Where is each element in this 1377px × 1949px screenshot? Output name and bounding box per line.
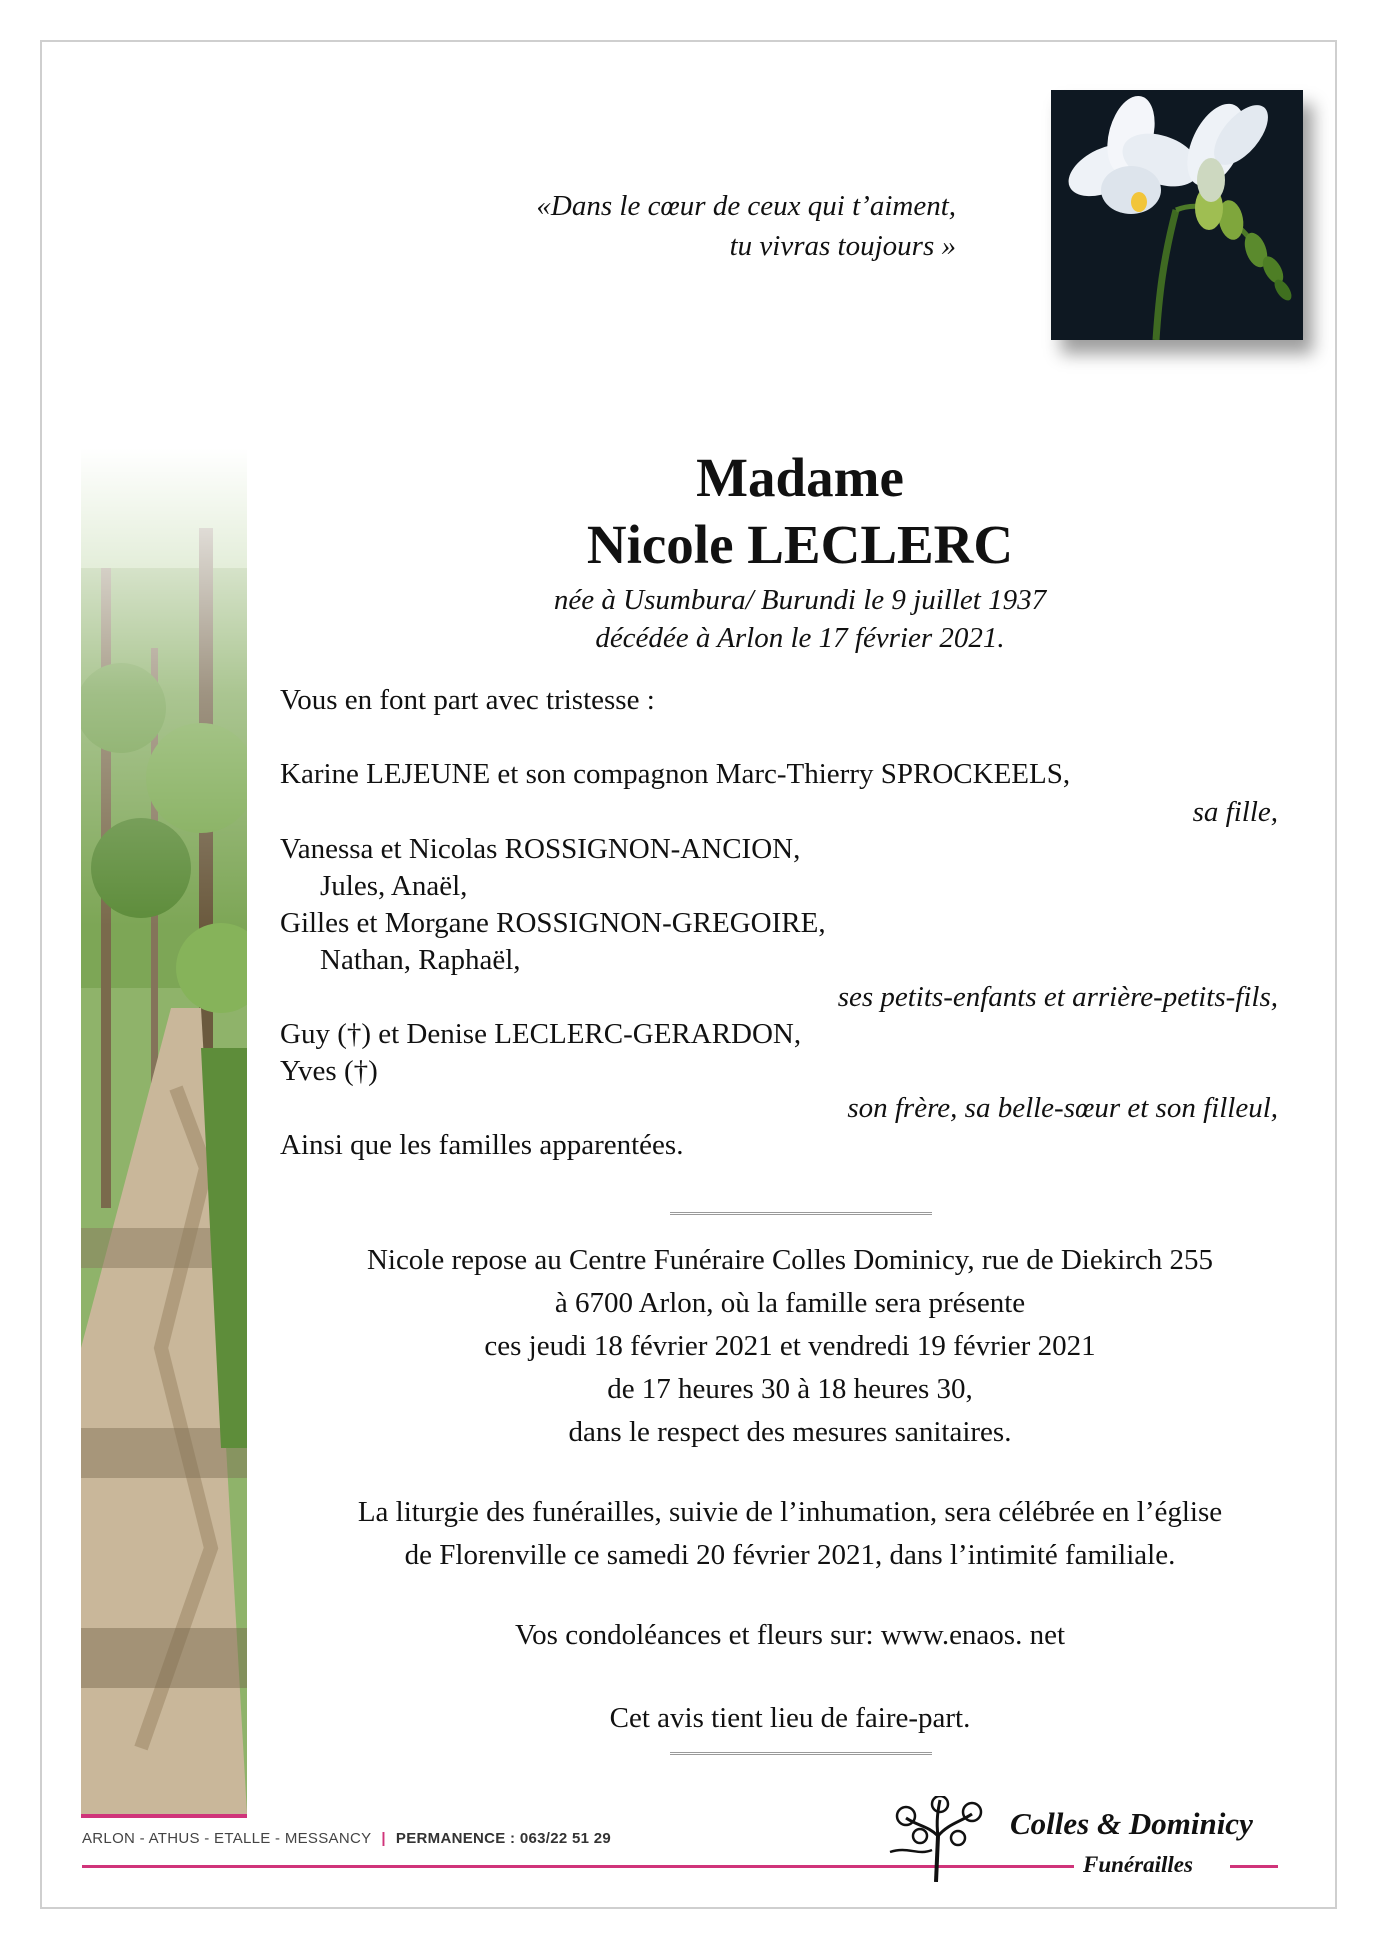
quote-line-2: tu vivras toujours »: [729, 230, 956, 262]
family-line: Jules, Anaël,: [320, 870, 468, 902]
brand-subtitle: Funérailles: [1083, 1852, 1193, 1877]
brand-name: Colles & Dominicy: [1010, 1806, 1253, 1841]
family-line: Yves (†): [280, 1055, 378, 1087]
quote-line-1: «Dans le cœur de ceux qui t’aiment,: [536, 190, 956, 222]
relation-line: ses petits-enfants et arrière-petits-fils,: [837, 981, 1278, 1013]
tree-logo-icon: [888, 1796, 988, 1882]
footer-contact: [82, 1830, 611, 1847]
freesia-flower-icon: [1051, 90, 1303, 340]
forest-accent-bar: [81, 1814, 247, 1818]
death-line: décédée à Arlon le 17 février 2021.: [595, 622, 1005, 654]
footer-locations: ARLON - ATHUS - ETALLE - MESSANCY: [82, 1830, 372, 1847]
footer-accent-line: [1230, 1865, 1278, 1868]
forest-path-image: [81, 448, 247, 1814]
family-line: Karine LEJEUNE et son compagnon Marc-Thierry SPROCKEELS,: [280, 758, 1071, 790]
family-line: Ainsi que les familles apparentées.: [280, 1129, 684, 1161]
intro-line: Vous en font part avec tristesse :: [280, 684, 655, 716]
repose-line: de 17 heures 30 à 18 heures 30,: [607, 1373, 973, 1405]
footer-separator: |: [381, 1830, 386, 1847]
liturgy-line: La liturgie des funérailles, suivie de l’inhumation, sera célébrée en l’église: [357, 1496, 1223, 1528]
title-madame: Madame: [696, 447, 904, 508]
family-line: Guy (†) et Denise LECLERC-GERARDON,: [280, 1018, 802, 1050]
birth-line: née à Usumbura/ Burundi le 9 juillet 1937: [553, 584, 1047, 616]
quote: [400, 186, 956, 266]
repose-line: à 6700 Arlon, où la famille sera présente: [554, 1287, 1026, 1319]
family-line: Vanessa et Nicolas ROSSIGNON-ANCION,: [280, 833, 801, 865]
liturgy-line: de Florenville ce samedi 20 février 2021, dans l’intimité familiale.: [404, 1539, 1176, 1571]
forest-path-icon: [81, 448, 247, 1814]
deceased-name: Nicole LECLERC: [586, 514, 1014, 575]
flower-photo: [1051, 90, 1303, 340]
repose-line: dans le respect des mesures sanitaires.: [568, 1416, 1012, 1448]
repose-line: ces jeudi 18 février 2021 et vendredi 19 février 2021: [484, 1330, 1096, 1362]
footer-permanence: PERMANENCE : 063/22 51 29: [395, 1830, 611, 1847]
relation-line: son frère, sa belle-sœur et son filleul,: [847, 1092, 1278, 1124]
divider: [670, 1212, 932, 1218]
notice-line: Cet avis tient lieu de faire-part.: [609, 1702, 971, 1734]
family-line: Gilles et Morgane ROSSIGNON-GREGOIRE,: [280, 907, 826, 939]
divider: [670, 1752, 932, 1758]
family-line: Nathan, Raphaël,: [320, 944, 521, 976]
relation-line: sa fille,: [1192, 796, 1278, 828]
repose-line: Nicole repose au Centre Funéraire Colles Dominicy, rue de Diekirch 255: [366, 1244, 1214, 1276]
condolences-line: Vos condoléances et fleurs sur: www.enaos. net: [514, 1619, 1066, 1651]
